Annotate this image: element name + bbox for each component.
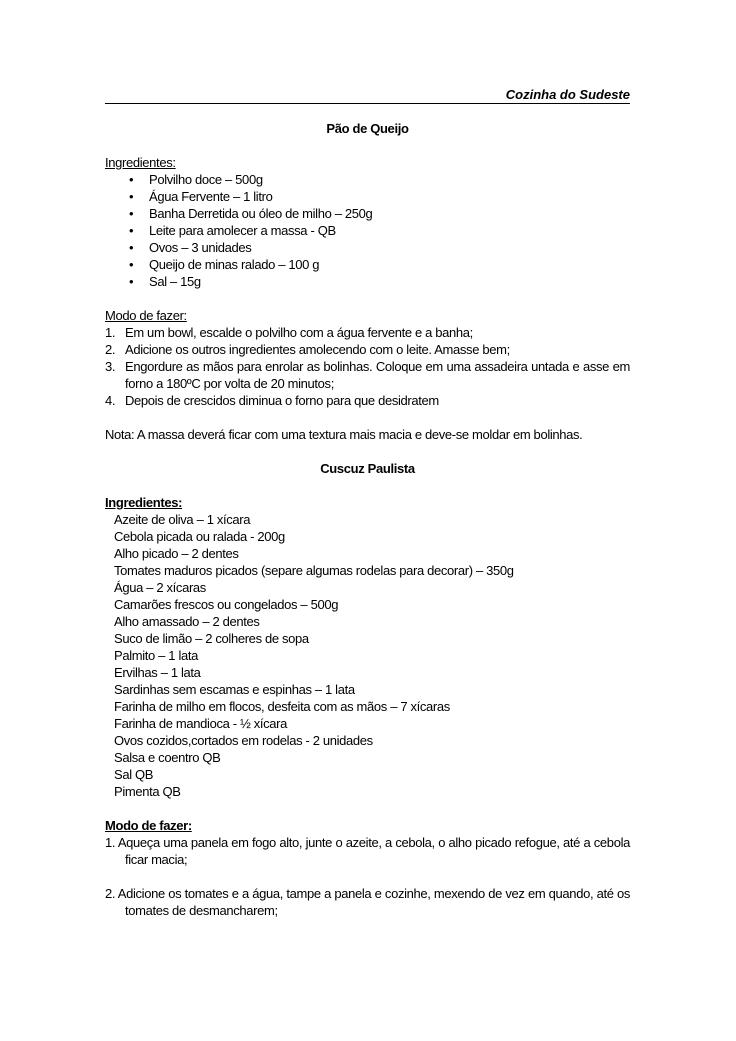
- list-item: Sardinhas sem escamas e espinhas – 1 lata: [114, 682, 355, 697]
- list-item: Alho amassado – 2 dentes: [114, 614, 260, 629]
- list-item: Salsa e coentro QB: [114, 750, 221, 765]
- note-text: Nota: A massa deverá ficar com uma textura mais macia e deve-se moldar em bolinhas.: [105, 427, 583, 442]
- list-item: [105, 358, 630, 392]
- list-item: • Ovos – 3 unidades: [105, 239, 630, 256]
- list-item: • Sal – 15g: [105, 273, 630, 290]
- ingredients-heading: Ingredientes:: [105, 155, 176, 170]
- running-header: Cozinha do Sudeste: [105, 86, 630, 104]
- list-item: Palmito – 1 lata: [114, 648, 199, 663]
- list-item: [105, 392, 630, 409]
- method-heading: Modo de fazer:: [105, 818, 192, 833]
- step-text: Adicione os outros ingredientes amolecendo com o leite. Amasse bem;: [125, 342, 510, 357]
- step-number: 1.: [105, 325, 116, 340]
- list-item: • Leite para amolecer a massa - QB: [105, 222, 630, 239]
- step-number: 4.: [105, 393, 116, 408]
- step-number: 2.: [105, 342, 116, 357]
- list-item: Água – 2 xícaras: [114, 580, 206, 595]
- ingredients-list: [105, 511, 630, 800]
- recipe-title-pao-de-queijo: Pão de Queijo: [326, 121, 409, 136]
- list-item: Camarões frescos ou congelados – 500g: [114, 597, 339, 612]
- list-item: Alho picado – 2 dentes: [114, 546, 239, 561]
- method-steps: [105, 324, 630, 409]
- list-item: Ovos cozidos,cortados em rodelas - 2 unidades: [114, 733, 373, 748]
- list-item: [105, 341, 630, 358]
- list-item: • Polvilho doce – 500g: [105, 171, 630, 188]
- list-item: Azeite de oliva – 1 xícara: [114, 512, 251, 527]
- list-item: Farinha de mandioca - ½ xícara: [114, 716, 288, 731]
- list-item: Cebola picada ou ralada - 200g: [114, 529, 285, 544]
- step-text: 1. Aqueça uma panela em fogo alto, junte o azeite, a cebola, o alho picado refogue, até a cebola ficar macia;: [105, 835, 630, 867]
- list-item: Suco de limão – 2 colheres de sopa: [114, 631, 309, 646]
- list-item: • Água Fervente – 1 litro: [105, 188, 630, 205]
- list-item: [105, 324, 630, 341]
- list-item: • Banha Derretida ou óleo de milho – 250g: [105, 205, 630, 222]
- step-number: 3.: [105, 359, 116, 374]
- document-body: [105, 120, 630, 919]
- list-item: Pimenta QB: [114, 784, 181, 799]
- recipe-title-cuscuz-paulista: Cuscuz Paulista: [320, 461, 415, 476]
- list-item: • Queijo de minas ralado – 100 g: [105, 256, 630, 273]
- step-text: Engordure as mãos para enrolar as bolinhas. Coloque em uma assadeira untada e asse em forno a 180ºC por volta de 20 minutos;: [125, 359, 630, 391]
- method-heading: Modo de fazer:: [105, 308, 187, 323]
- list-item: Ervilhas – 1 lata: [114, 665, 201, 680]
- step-text: Depois de crescidos diminua o forno para que desidratem: [125, 393, 439, 408]
- list-item: Sal QB: [114, 767, 154, 782]
- step-text: 2. Adicione os tomates e a água, tampe a panela e cozinhe, mexendo de vez em quando, até os tomates de desmancharem;: [105, 886, 630, 918]
- ingredients-list: [105, 171, 630, 290]
- list-item: Farinha de milho em flocos, desfeita com as mãos – 7 xícaras: [114, 699, 450, 714]
- step-text: Em um bowl, escalde o polvilho com a água fervente e a banha;: [125, 325, 473, 340]
- ingredients-heading: Ingredientes:: [105, 495, 183, 510]
- list-item: Tomates maduros picados (separe algumas rodelas para decorar) – 350g: [114, 563, 514, 578]
